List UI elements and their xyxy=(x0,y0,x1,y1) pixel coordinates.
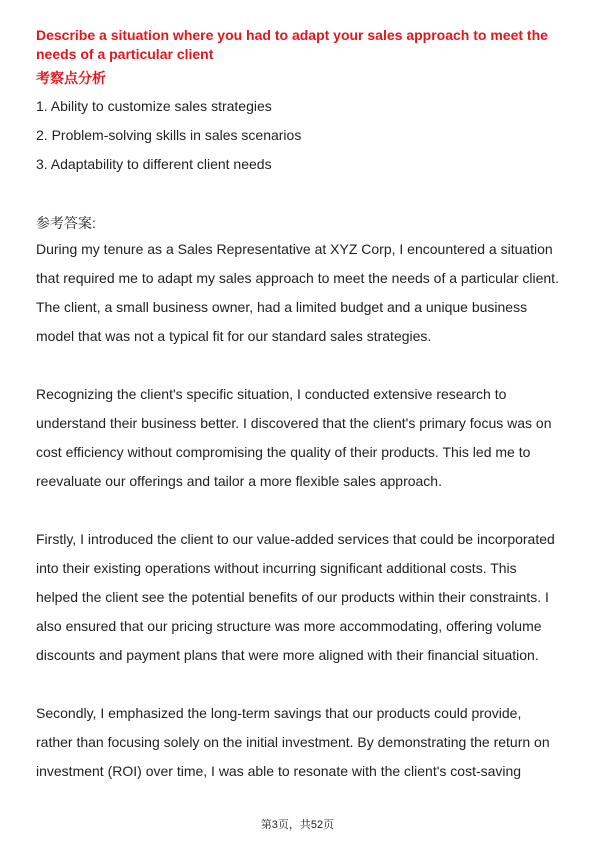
document-page xyxy=(36,26,560,786)
answer-paragraph: During my tenure as a Sales Representative at XYZ Corp, I encountered a situation that required me to adapt my sales approach to meet the needs of a particular client. The client, a small business owner, had a limited budget and a unique business model that was not a typical fit for our standard sales strategies. xyxy=(36,241,559,344)
assessment-point: 3. Adaptability to different client needs xyxy=(36,156,272,172)
answer-paragraph: Recognizing the client's specific situation, I conducted extensive research to understand their business better. I discovered that the client's primary focus was on cost efficiency without compromising the quality of their products. This led me to reevaluate our offerings and tailor a more flexible sales approach. xyxy=(36,386,552,489)
page-number-footer: 第3页，共52页 xyxy=(260,819,335,831)
answer-label: 参考答案: xyxy=(36,215,96,231)
question-heading: Describe a situation where you had to adapt your sales approach to meet the needs of a particular client xyxy=(36,27,548,62)
assessment-points-list xyxy=(36,92,560,179)
assessment-point: 1. Ability to customize sales strategies xyxy=(36,98,272,114)
analysis-title: 考察点分析 xyxy=(36,70,106,86)
answer-paragraph: Secondly, I emphasized the long-term savings that our products could provide, rather than focusing solely on the initial investment. By demonstrating the return on investment (ROI) over time, I was able to resonate with the client's cost-saving xyxy=(36,705,550,779)
answer-paragraph: Firstly, I introduced the client to our value-added services that could be incorporated into their existing operations without incurring significant additional costs. This helped the client see the potential benefits of our products within their constraints. I also ensured that our pricing structure was more accommodating, offering volume discounts and payment plans that were more aligned with their financial situation. xyxy=(36,531,555,663)
assessment-point: 2. Problem-solving skills in sales scenarios xyxy=(36,127,302,143)
